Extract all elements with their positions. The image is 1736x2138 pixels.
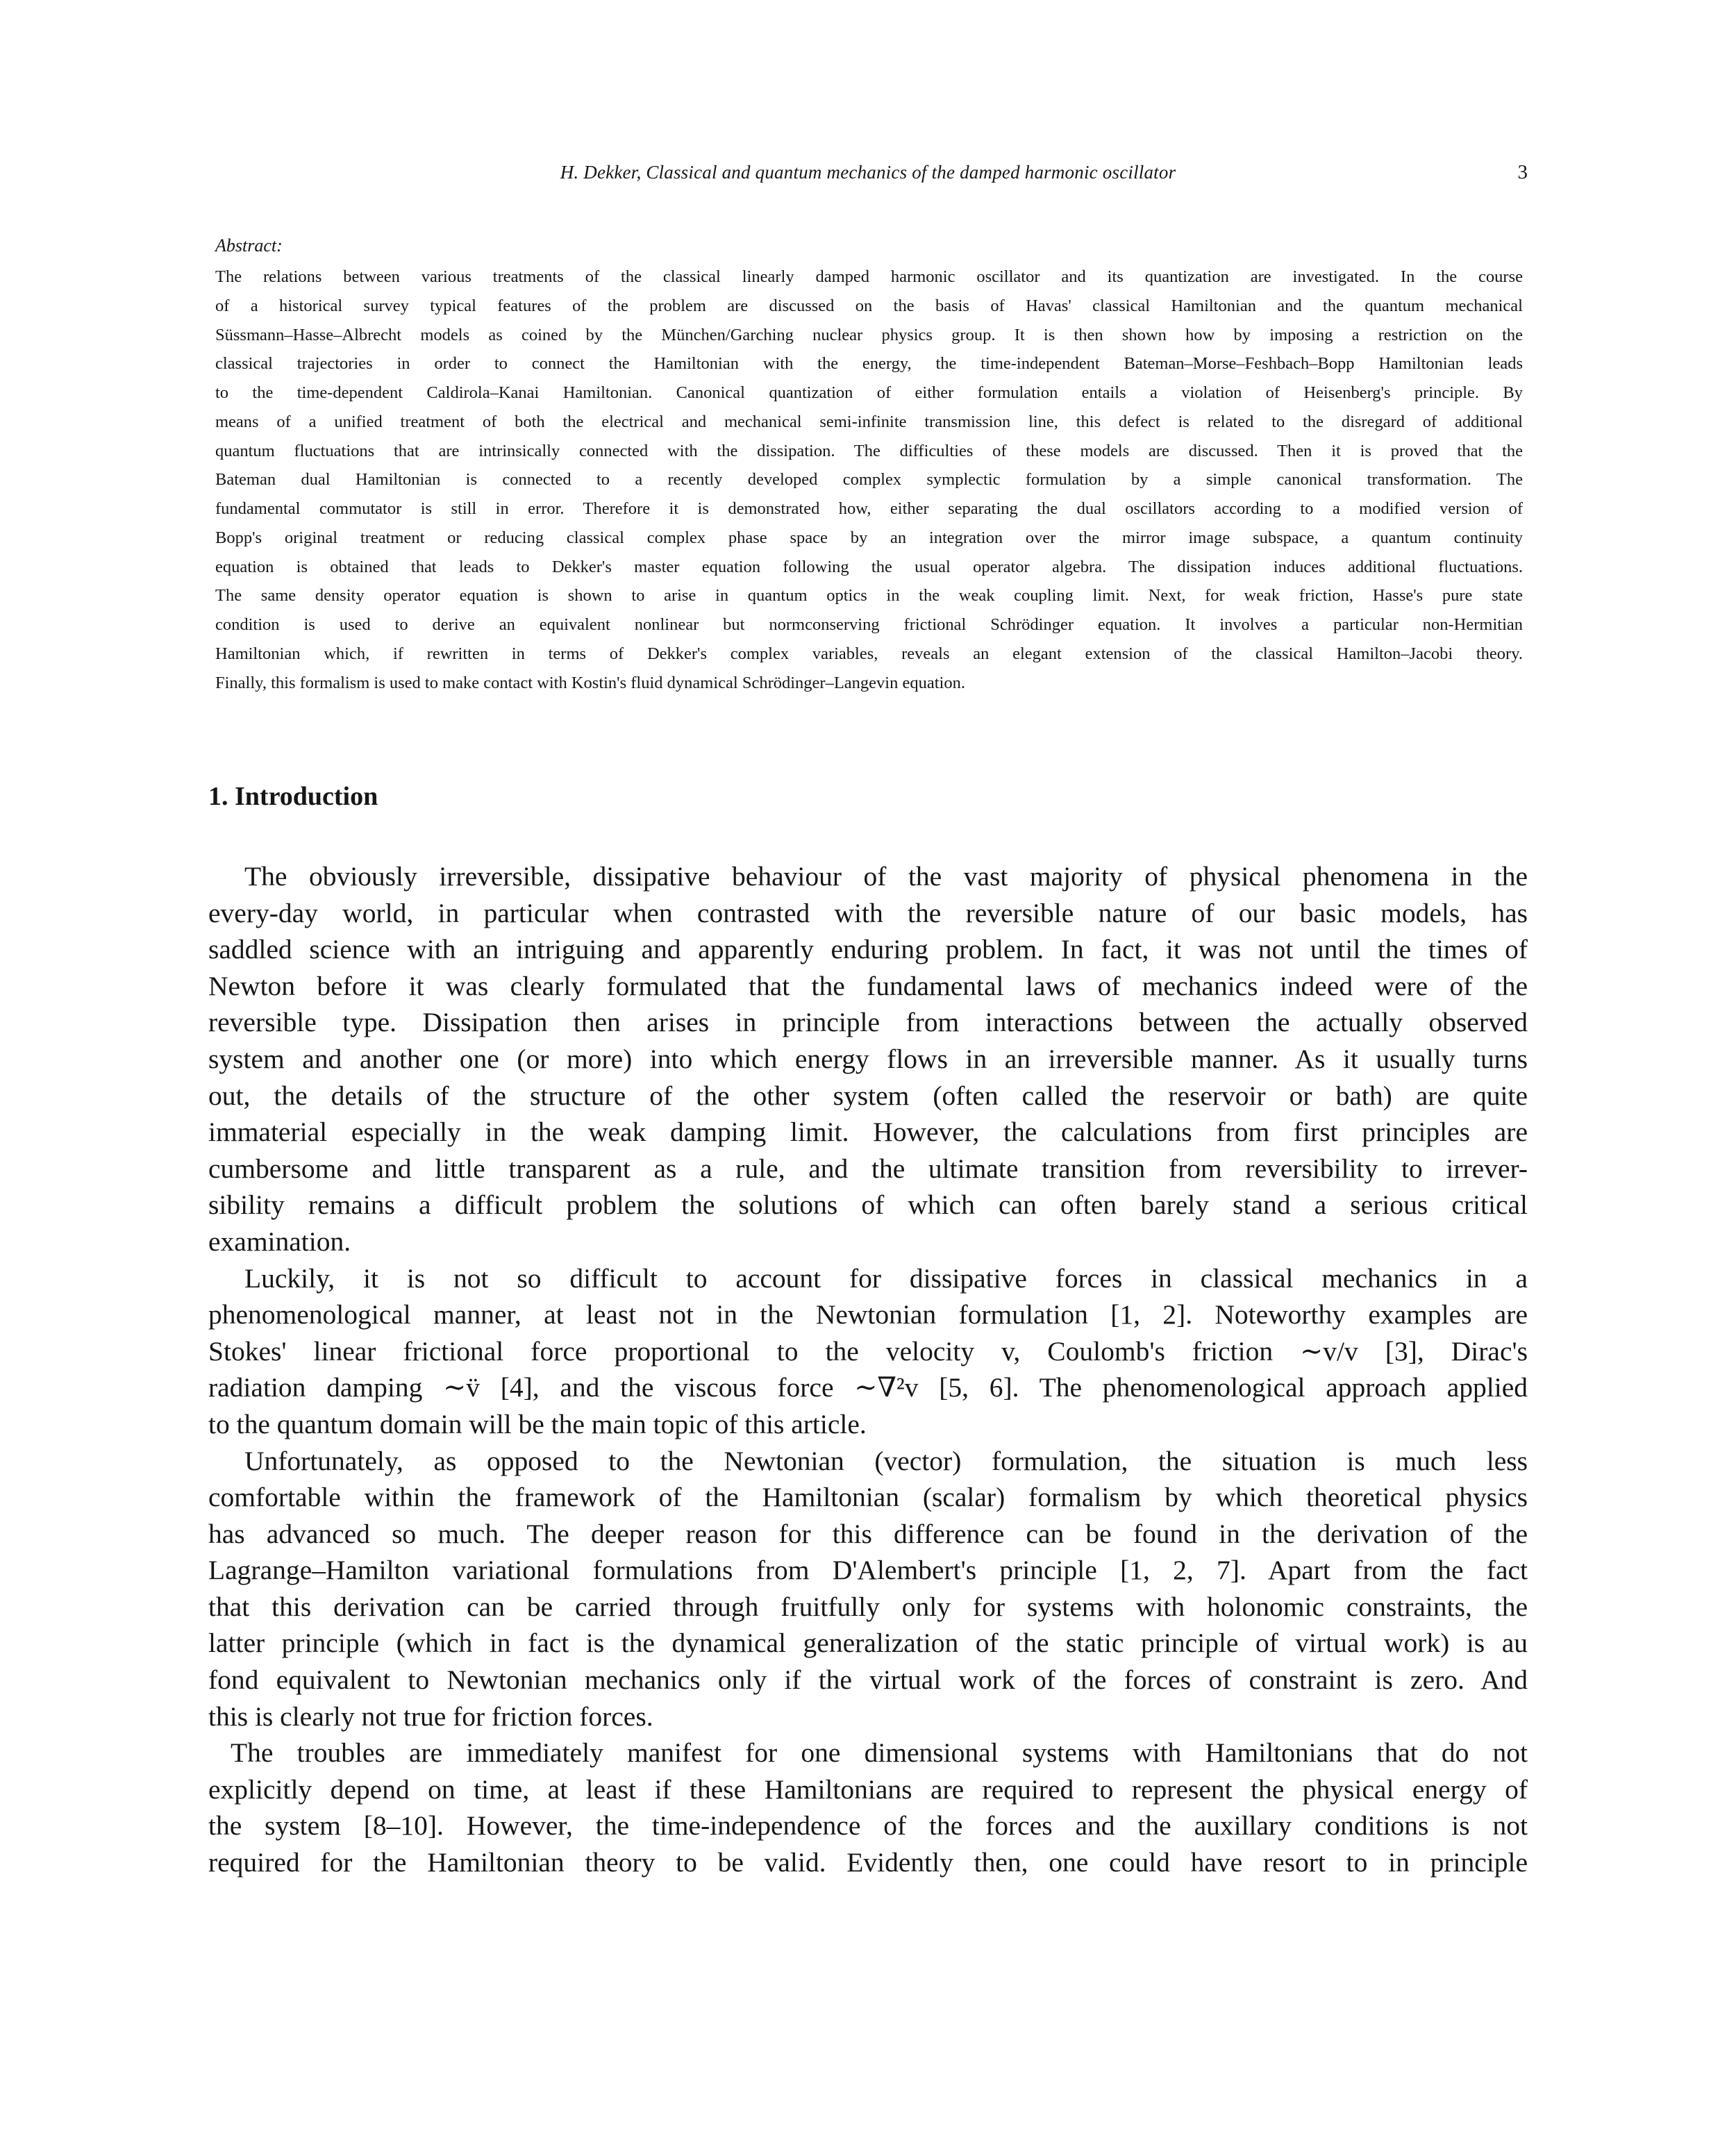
body-line: fond equivalent to Newtonian mechanics only if the virtual work of the forces of constraint is zero. And — [208, 1664, 1528, 1696]
body-line: Newton before it was clearly formulated that the fundamental laws of mechanics indeed were of the — [208, 970, 1528, 1001]
body-line: the system [8–10]. However, the time-independence of the forces and the auxillary conditions is not — [208, 1810, 1528, 1841]
abstract-line: Hamiltonian which, if rewritten in terms of Dekker's complex variables, reveals an elegant extension of the classical Hamilton–Jacobi theory. — [215, 644, 1523, 663]
abstract-line: Bopp's original treatment or reducing classical complex phase space by an integration over the mirror image subspace, a quantum continuity — [215, 528, 1523, 547]
abstract-line: Bateman dual Hamiltonian is connected to a recently developed complex symplectic formulation by a simple canonical transformation. The — [215, 470, 1523, 490]
body-line: radiation damping ∼v̈ [4], and the viscous force ∼∇²v [5, 6]. The phenomenological approach applied — [208, 1372, 1528, 1403]
abstract-line: Süssmann–Hasse–Albrecht models as coined by the München/Garching nuclear physics group. It is then shown how by imposing a restriction on the — [215, 325, 1523, 344]
body-line: required for the Hamiltonian theory to be valid. Evidently then, one could have resort to in principle — [208, 1847, 1528, 1878]
body-line: Stokes' linear frictional force proportional to the velocity v, Coulomb's friction ∼v/v [3], Dirac's — [208, 1335, 1528, 1367]
running-title: H. Dekker, Classical and quantum mechanics of the damped harmonic oscillator — [560, 162, 1176, 183]
abstract-line: The same density operator equation is shown to arise in quantum optics in the weak coupling limit. Next, for weak friction, Hasse's pure state — [215, 586, 1523, 606]
body-line: out, the details of the structure of the other system (often called the reservoir or bath) are quite — [208, 1080, 1528, 1111]
body-line: phenomenological manner, at least not in the Newtonian formulation [1, 2]. Noteworthy examples are — [208, 1299, 1528, 1330]
body-line: The troubles are immediately manifest for one dimensional systems with Hamiltonians that do not — [231, 1737, 1528, 1769]
body-line: Lagrange–Hamilton variational formulations from D'Alembert's principle [1, 2, 7]. Apart from the fact — [208, 1555, 1528, 1586]
body-line: The obviously irreversible, dissipative behaviour of the vast majority of physical phenomena in the — [244, 861, 1528, 892]
abstract-line: to the time-dependent Caldirola–Kanai Hamiltonian. Canonical quantization of either formulation entails a violation of Heisenberg's principle. By — [215, 383, 1523, 402]
body-line: latter principle (which in fact is the dynamical generalization of the static principle of virtual work) is au — [208, 1628, 1528, 1659]
abstract-line: of a historical survey typical features of the problem are discussed on the basis of Havas' classical Hamiltonian and the quantum mechanical — [215, 296, 1523, 315]
abstract-line: fundamental commutator is still in error. Therefore it is demonstrated how, either separating the dual oscillators according to a modified version of — [215, 499, 1523, 518]
body-line: has advanced so much. The deeper reason for this difference can be found in the derivation of the — [208, 1518, 1528, 1549]
body-line: cumbersome and little transparent as a rule, and the ultimate transition from reversibility to irrever- — [208, 1153, 1528, 1184]
body-line: immaterial especially in the weak damping limit. However, the calculations from first principles are — [208, 1117, 1528, 1148]
page-number: 3 — [1517, 161, 1528, 183]
body-line: this is clearly not true for friction forces. — [208, 1701, 653, 1732]
body-text — [208, 858, 1528, 1881]
body-line: to the quantum domain will be the main topic of this article. — [208, 1408, 867, 1439]
running-head — [208, 158, 1528, 186]
abstract-text — [215, 262, 1523, 697]
body-line: every-day world, in particular when contrasted with the reversible nature of our basic models, has — [208, 897, 1528, 928]
body-line: comfortable within the framework of the Hamiltonian (scalar) formalism by which theoretical physics — [208, 1482, 1528, 1513]
body-line: explicitly depend on time, at least if these Hamiltonians are required to represent the physical energy of — [208, 1773, 1528, 1805]
section-heading: 1. Introduction — [208, 782, 378, 811]
body-line: sibility remains a difficult problem the solutions of which can often barely stand a serious critical — [208, 1189, 1528, 1221]
body-line: saddled science with an intriguing and apparently enduring problem. In fact, it was not until the times of — [208, 934, 1528, 965]
body-line: system and another one (or more) into which energy flows in an irreversible manner. As it usually turns — [208, 1043, 1528, 1074]
abstract-line: means of a unified treatment of both the electrical and mechanical semi-infinite transmission line, this defect is related to the disregard of additional — [215, 412, 1523, 431]
abstract-line: classical trajectories in order to connect the Hamiltonian with the energy, the time-independent Bateman–Morse–Feshbach–Bopp Hamiltonian leads — [215, 354, 1523, 374]
body-line: Luckily, it is not so difficult to account for dissipative forces in classical mechanics in a — [244, 1262, 1528, 1294]
abstract-line: quantum fluctuations that are intrinsically connected with the dissipation. The difficulties of these models are discussed. Then it is proved that the — [215, 441, 1523, 460]
abstract-line: condition is used to derive an equivalent nonlinear but normconserving frictional Schrödinger equation. It involves a particular non-Hermitian — [215, 615, 1523, 634]
body-line: examination. — [208, 1226, 351, 1257]
abstract-label: Abstract: — [215, 235, 283, 256]
body-line: reversible type. Dissipation then arises in principle from interactions between the actually observed — [208, 1007, 1528, 1038]
body-line: that this derivation can be carried through fruitfully only for systems with holonomic constraints, the — [208, 1591, 1528, 1622]
abstract-line: The relations between various treatments of the classical linearly damped harmonic oscillator and its quantization are investigated. In the course — [215, 267, 1523, 286]
abstract-line: equation is obtained that leads to Dekker's master equation following the usual operator algebra. The dissipation induces additional fluctuations. — [215, 557, 1523, 576]
body-line: Unfortunately, as opposed to the Newtonian (vector) formulation, the situation is much less — [244, 1445, 1528, 1476]
abstract-line: Finally, this formalism is used to make contact with Kostin's fluid dynamical Schrödinger–Langevin equation. — [215, 673, 965, 692]
